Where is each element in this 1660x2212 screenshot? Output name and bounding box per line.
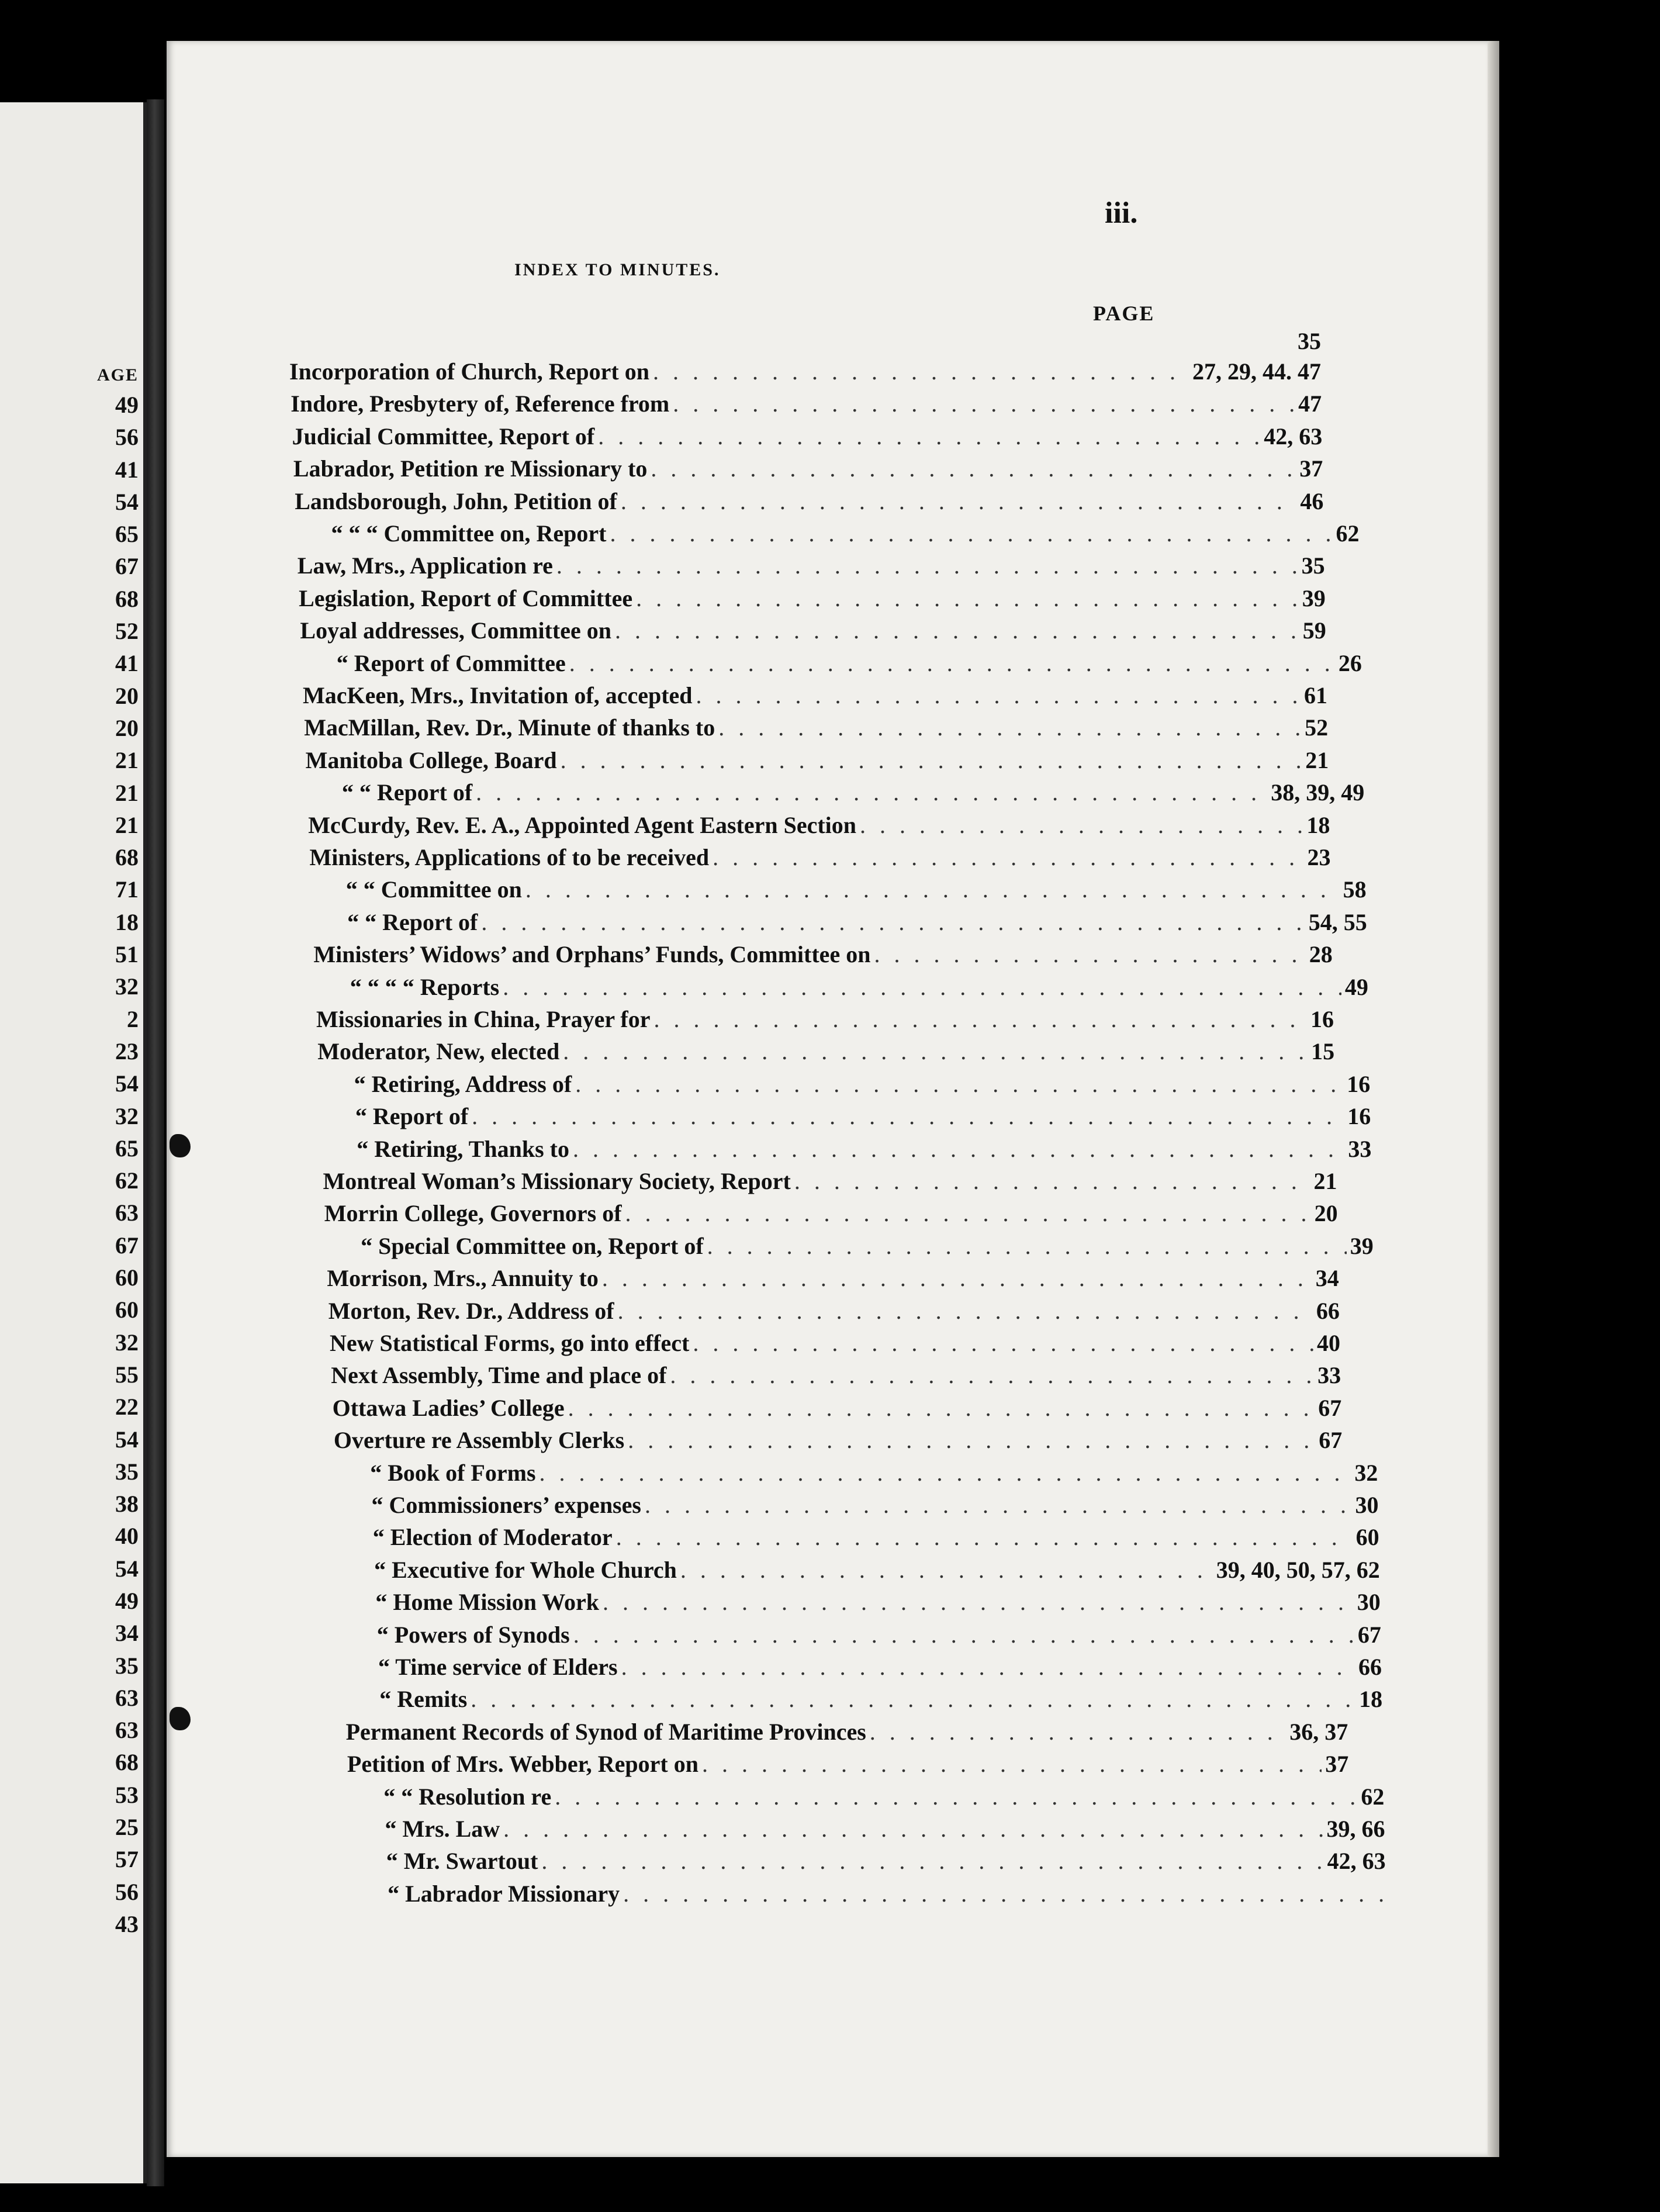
previous-page-number: 34 xyxy=(115,1620,139,1647)
running-title: INDEX TO MINUTES. xyxy=(514,260,721,279)
entry-pages: 66 xyxy=(1358,1654,1382,1680)
entry-label: “ “ Report of xyxy=(347,908,478,935)
index-entry xyxy=(307,779,1364,811)
leader-dots xyxy=(602,1264,1312,1292)
page-edge xyxy=(1488,41,1499,2157)
entry-pages: 20 xyxy=(1314,1200,1338,1227)
index-entry xyxy=(300,617,1326,649)
leader-dots xyxy=(555,1783,1357,1810)
previous-page xyxy=(0,102,147,2183)
binding-mark xyxy=(170,1134,191,1157)
leader-dots xyxy=(471,1685,1355,1713)
previous-page-number: 21 xyxy=(115,779,139,806)
entry-label: “ Report of xyxy=(355,1103,469,1130)
leader-dots xyxy=(707,1232,1347,1260)
index-entry xyxy=(289,358,1321,390)
index-entry xyxy=(299,585,1326,617)
leader-dots xyxy=(670,1361,1314,1389)
entry-label: “ Powers of Synods xyxy=(376,1621,570,1648)
index-entry xyxy=(315,973,1368,1006)
leader-dots xyxy=(569,649,1335,677)
leader-dots xyxy=(874,941,1305,968)
previous-page-number: 68 xyxy=(115,844,139,871)
leader-dots xyxy=(575,1070,1343,1098)
entry-pages: 61 xyxy=(1304,682,1327,708)
entry-pages: 21 xyxy=(1313,1168,1337,1194)
index-entry xyxy=(317,1038,1334,1070)
index-entry xyxy=(338,1523,1379,1556)
previous-page-number: 2 xyxy=(127,1005,139,1032)
index-entry xyxy=(321,1135,1371,1168)
leader-dots xyxy=(616,1523,1353,1551)
entry-label: Incorporation of Church, Report on xyxy=(289,358,649,385)
previous-page-number: 65 xyxy=(115,521,139,548)
leader-dots xyxy=(645,1491,1352,1519)
entry-pages: 47 xyxy=(1298,390,1322,417)
previous-page-number: 57 xyxy=(115,1846,139,1873)
entry-pages: 39 xyxy=(1350,1232,1374,1259)
first-page-reference: 35 xyxy=(1298,328,1321,354)
index-entry xyxy=(310,844,1331,876)
leader-dots xyxy=(573,1135,1344,1163)
leader-dots xyxy=(651,455,1296,482)
previous-page-number: 67 xyxy=(115,1232,139,1259)
entry-label: Overture re Assembly Clerks xyxy=(333,1427,625,1454)
entry-label: Morrison, Mrs., Annuity to xyxy=(327,1265,599,1292)
entry-label: Legislation, Report of Committee xyxy=(299,585,633,611)
previous-page-number: 62 xyxy=(115,1167,139,1194)
entry-label: “ Special Committee on, Report of xyxy=(361,1232,704,1259)
entry-pages: 33 xyxy=(1348,1135,1372,1162)
binding-mark xyxy=(170,1707,191,1730)
entry-label: “ “ Resolution re xyxy=(383,1783,552,1810)
entry-label: McCurdy, Rev. E. A., Appointed Agent Eastern Section xyxy=(308,811,857,838)
entry-pages: 16 xyxy=(1347,1070,1371,1097)
previous-page-number: 55 xyxy=(115,1361,139,1388)
entry-pages: 16 xyxy=(1310,1006,1334,1032)
index-entry xyxy=(296,520,1360,552)
previous-page-number: 49 xyxy=(115,1587,139,1614)
previous-page-number: 40 xyxy=(115,1523,139,1550)
entry-pages: 32 xyxy=(1354,1459,1378,1486)
entry-pages: 23 xyxy=(1307,844,1331,870)
entry-pages: 35 xyxy=(1301,552,1325,579)
index-entry xyxy=(335,1459,1378,1492)
entry-pages: 37 xyxy=(1325,1751,1349,1778)
leader-dots xyxy=(573,1621,1354,1648)
entry-label: Manitoba College, Board xyxy=(305,746,557,773)
index-entry xyxy=(337,1491,1379,1524)
entry-pages: 30 xyxy=(1355,1492,1379,1518)
index-entry xyxy=(331,1361,1341,1394)
previous-page-number: 23 xyxy=(115,1038,139,1064)
entry-label: “ Report of Committee xyxy=(336,649,566,676)
previous-page-number: 25 xyxy=(115,1814,139,1841)
previous-page-number: 32 xyxy=(115,1329,139,1356)
previous-page-number: 53 xyxy=(115,1781,139,1808)
leader-dots xyxy=(621,1653,1355,1681)
previous-page-number: 52 xyxy=(115,618,139,645)
leader-dots xyxy=(615,617,1299,644)
index-entry xyxy=(344,1685,1382,1718)
entry-label: “ Mrs. Law xyxy=(385,1816,500,1842)
entry-pages: 67 xyxy=(1357,1621,1381,1648)
index-entry xyxy=(295,488,1323,520)
entry-pages: 62 xyxy=(1361,1783,1385,1810)
entry-label: Petition of Mrs. Webber, Report on xyxy=(347,1751,698,1778)
previous-page-number: 63 xyxy=(115,1717,139,1744)
previous-page-number: 63 xyxy=(115,1200,139,1226)
entry-label: Labrador, Petition re Missionary to xyxy=(293,455,648,482)
entry-pages: 36, 37 xyxy=(1289,1718,1348,1745)
previous-page-number: 56 xyxy=(115,424,139,451)
previous-page-number: 60 xyxy=(115,1297,139,1323)
previous-page-number: 68 xyxy=(115,585,139,612)
leader-dots xyxy=(481,908,1305,936)
entry-label: “ “ “ “ Reports xyxy=(350,973,500,1000)
previous-page-number: 20 xyxy=(115,682,139,709)
entry-label: “ Book of Forms xyxy=(370,1459,536,1486)
leader-dots xyxy=(503,1815,1323,1843)
index-entry xyxy=(313,941,1332,973)
previous-page-number: 22 xyxy=(115,1394,139,1420)
entry-pages: 39, 66 xyxy=(1326,1816,1385,1842)
leader-dots xyxy=(556,552,1298,579)
leader-dots xyxy=(618,1297,1313,1325)
entry-label: Permanent Records of Synod of Maritime Provinces xyxy=(345,1718,866,1745)
previous-page-number: 51 xyxy=(115,941,139,968)
page-number: iii. xyxy=(1105,196,1138,230)
entry-pages: 15 xyxy=(1311,1038,1335,1065)
entry-pages: 60 xyxy=(1355,1524,1379,1551)
entry-label: Law, Mrs., Application re xyxy=(297,552,553,579)
entry-label: “ “ Report of xyxy=(341,779,473,806)
previous-page-number: 43 xyxy=(115,1910,139,1937)
index-entry xyxy=(292,423,1323,455)
leader-dots xyxy=(476,779,1267,806)
previous-page-header: AGE xyxy=(96,365,139,385)
entry-label: New Statistical Forms, go into effect xyxy=(330,1330,690,1356)
index-entry xyxy=(308,811,1330,844)
entry-label: “ Home Mission Work xyxy=(375,1589,600,1616)
index-entry xyxy=(330,1329,1340,1362)
leader-dots xyxy=(673,390,1295,417)
index-entry xyxy=(348,1783,1384,1816)
entry-pages: 39, 40, 50, 57, 62 xyxy=(1216,1556,1380,1583)
index-entry xyxy=(334,1426,1342,1459)
leader-dots xyxy=(568,1394,1315,1422)
leader-dots xyxy=(525,876,1340,903)
entry-pages: 27, 29, 44. 47 xyxy=(1192,358,1321,385)
index-entry xyxy=(333,1394,1342,1427)
leader-dots xyxy=(693,1329,1313,1357)
leader-dots xyxy=(541,1847,1323,1875)
entry-label: “ Remits xyxy=(379,1686,468,1713)
previous-page-number: 20 xyxy=(115,714,139,741)
index-entry xyxy=(311,876,1367,908)
leader-dots xyxy=(718,714,1301,741)
leader-dots xyxy=(702,1750,1322,1778)
entry-pages: 34 xyxy=(1315,1265,1339,1292)
entry-pages: 67 xyxy=(1318,1394,1342,1421)
previous-page-number: 54 xyxy=(115,1426,139,1453)
entry-label: “ Retiring, Thanks to xyxy=(357,1135,569,1162)
index-entry xyxy=(340,1588,1380,1621)
entry-pages: 30 xyxy=(1357,1589,1381,1616)
previous-page-number: 38 xyxy=(115,1491,139,1518)
previous-page-number: 21 xyxy=(115,747,139,774)
previous-page-number: 60 xyxy=(115,1264,139,1291)
index-entry xyxy=(352,1880,1386,1913)
entry-label: Indore, Presbytery of, Reference from xyxy=(290,390,670,417)
leader-dots xyxy=(860,811,1303,839)
previous-page-number: 21 xyxy=(115,811,139,838)
entry-label: Ministers, Applications of to be received xyxy=(309,844,710,870)
entry-pages: 42, 63 xyxy=(1327,1848,1386,1875)
leader-dots xyxy=(696,682,1301,709)
index-entry xyxy=(298,552,1325,585)
leader-dots xyxy=(598,423,1260,450)
index-entry xyxy=(303,682,1327,714)
index-entry xyxy=(304,714,1328,746)
previous-page-number: 63 xyxy=(115,1684,139,1711)
entry-label: “ “ “ Committee on, Report xyxy=(331,520,607,547)
previous-page-number: 54 xyxy=(115,488,139,515)
leader-dots xyxy=(610,520,1333,547)
entry-label: Ministers’ Widows’ and Orphans’ Funds, Committee on xyxy=(313,941,871,968)
index-entry xyxy=(343,1653,1382,1686)
previous-page-number: 71 xyxy=(115,876,139,903)
previous-page-number-column xyxy=(4,365,139,1940)
previous-page-number: 32 xyxy=(115,1102,139,1129)
entry-pages: 18 xyxy=(1306,811,1330,838)
index-entry xyxy=(327,1264,1339,1297)
page-column-header: PAGE xyxy=(1093,302,1155,325)
index-entry xyxy=(350,1815,1385,1848)
index-entry xyxy=(293,455,1323,488)
leader-dots xyxy=(561,746,1302,774)
entry-label: Morrin College, Governors of xyxy=(324,1200,622,1227)
index-entry xyxy=(302,649,1362,682)
entry-pages: 28 xyxy=(1309,941,1333,968)
entry-pages: 33 xyxy=(1317,1362,1341,1389)
previous-page-number: 35 xyxy=(115,1652,139,1679)
entry-label: Montreal Woman’s Missionary Society, Report xyxy=(323,1168,791,1194)
leader-dots xyxy=(623,1880,1383,1907)
index-entry xyxy=(351,1847,1386,1880)
previous-page-number: 56 xyxy=(115,1878,139,1905)
entry-label: Morton, Rev. Dr., Address of xyxy=(328,1297,614,1324)
index-entry xyxy=(342,1621,1381,1654)
leader-dots xyxy=(636,585,1299,612)
index-entry xyxy=(326,1232,1374,1265)
entry-pages: 40 xyxy=(1317,1330,1340,1356)
entry-pages: 37 xyxy=(1299,455,1323,482)
previous-page-number: 54 xyxy=(115,1070,139,1097)
entry-pages: 67 xyxy=(1319,1427,1343,1454)
entry-label: “ Time service of Elders xyxy=(378,1654,618,1680)
previous-page-number: 32 xyxy=(115,973,139,1000)
entry-label: “ Executive for Whole Church xyxy=(374,1556,677,1583)
index-entry xyxy=(319,1070,1371,1103)
entry-pages: 46 xyxy=(1300,488,1324,514)
entry-label: “ Retiring, Address of xyxy=(354,1070,572,1097)
leader-dots xyxy=(621,488,1297,515)
entry-pages: 39 xyxy=(1302,585,1326,611)
leader-dots xyxy=(653,358,1189,385)
entry-pages: 16 xyxy=(1347,1103,1371,1130)
entry-pages: 62 xyxy=(1336,520,1360,547)
leader-dots xyxy=(503,973,1341,1001)
leader-dots xyxy=(563,1038,1308,1065)
leader-dots xyxy=(870,1718,1286,1746)
index-entry xyxy=(339,1556,1380,1589)
entry-label: Ottawa Ladies’ College xyxy=(332,1394,565,1421)
entry-label: “ Election of Moderator xyxy=(372,1524,613,1551)
index-entry xyxy=(316,1005,1334,1038)
entry-label: MacMillan, Rev. Dr., Minute of thanks to xyxy=(304,714,715,741)
previous-page-number: 41 xyxy=(115,650,139,677)
index-entry xyxy=(306,746,1329,779)
index-entry xyxy=(328,1297,1340,1330)
previous-page-number: 65 xyxy=(115,1135,139,1162)
index-entry xyxy=(346,1718,1348,1751)
entry-pages: 59 xyxy=(1302,617,1326,644)
entry-label: “ “ Committee on xyxy=(345,876,522,903)
index-entry xyxy=(347,1750,1348,1783)
book-spine xyxy=(147,99,164,2186)
entry-label: Next Assembly, Time and place of xyxy=(331,1362,667,1389)
index-entry xyxy=(312,908,1367,941)
entry-label: Moderator, New, elected xyxy=(317,1038,560,1065)
leader-dots xyxy=(472,1102,1344,1130)
leader-dots xyxy=(713,844,1303,871)
entry-pages: 26 xyxy=(1338,649,1362,676)
index-entry xyxy=(323,1167,1337,1200)
entry-pages: 58 xyxy=(1343,876,1367,903)
previous-page-number: 35 xyxy=(115,1458,139,1485)
previous-page-number: 49 xyxy=(115,392,139,418)
entry-label: “ Mr. Swartout xyxy=(386,1848,538,1875)
entry-pages: 52 xyxy=(1305,714,1329,741)
leader-dots xyxy=(628,1426,1315,1454)
index-entry xyxy=(290,390,1322,423)
entry-pages: 66 xyxy=(1316,1297,1340,1324)
leader-dots xyxy=(540,1459,1351,1487)
leader-dots xyxy=(625,1200,1311,1227)
entry-label: “ Labrador Missionary xyxy=(388,1880,620,1907)
entry-pages: 38, 39, 49 xyxy=(1271,779,1365,806)
previous-page-number: 68 xyxy=(115,1749,139,1776)
leader-dots xyxy=(653,1005,1307,1033)
leader-dots xyxy=(680,1556,1213,1584)
previous-page-number: 67 xyxy=(115,553,139,580)
entry-pages: 18 xyxy=(1359,1686,1383,1713)
entry-label: “ Commissioners’ expenses xyxy=(371,1492,641,1518)
entry-label: Loyal addresses, Committee on xyxy=(300,617,611,644)
entry-label: Judicial Committee, Report of xyxy=(292,423,595,450)
previous-page-number: 54 xyxy=(115,1555,139,1582)
index-entry xyxy=(324,1200,1338,1232)
previous-page-number: 18 xyxy=(115,908,139,935)
entry-label: Missionaries in China, Prayer for xyxy=(316,1006,651,1032)
entry-pages: 49 xyxy=(1344,973,1368,1000)
entry-pages: 54, 55 xyxy=(1308,908,1367,935)
entry-label: Landsborough, John, Petition of xyxy=(295,488,617,514)
entry-label: MacKeen, Mrs., Invitation of, accepted xyxy=(303,682,693,708)
leader-dots xyxy=(794,1167,1310,1195)
leader-dots xyxy=(603,1588,1354,1616)
entry-pages: 21 xyxy=(1305,746,1329,773)
previous-page-number: 41 xyxy=(115,456,139,483)
index-entry xyxy=(320,1102,1371,1135)
entry-pages: 42, 63 xyxy=(1264,423,1323,450)
